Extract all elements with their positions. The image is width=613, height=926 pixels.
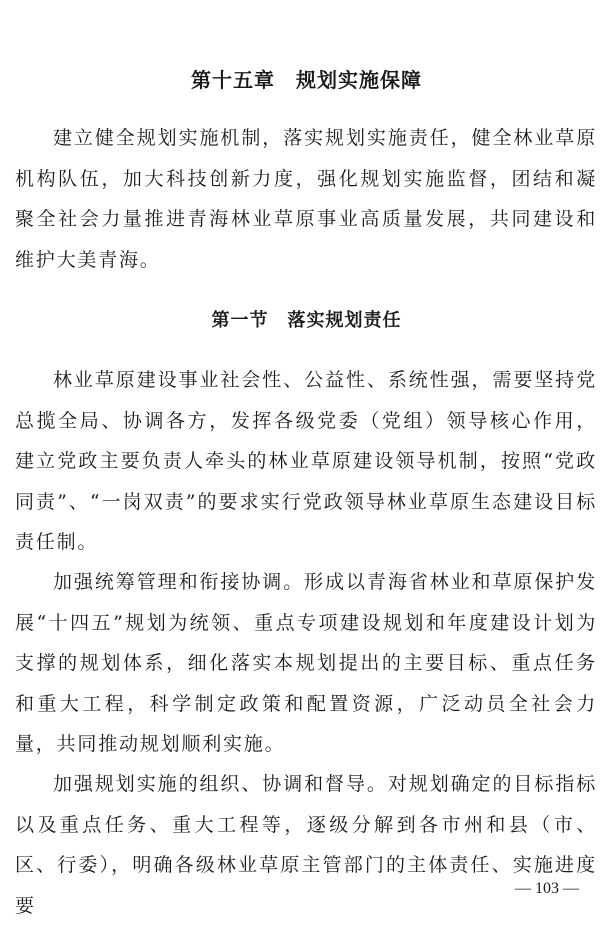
body-paragraph: 林业草原建设事业社会性、公益性、系统性强，需要坚持党总揽全局、协调各方，发挥各级党委（党组）领导核心作用，建立党政主要负责人牵头的林业草原建设领导机制，按照“党政同责”、“一岗双责”的要求实行党政领导林业草原生态建设目标责任制。 xyxy=(15,369,597,553)
body-paragraph: 加强统筹管理和衔接协调。形成以青海省林业和草原保护发展“十四五”规划为统领、重点专项建设规划和年度建设计划为支撑的规划体系，细化落实本规划提出的主要目标、重点任务和重大工程，科学制定政策和配置资源，广泛动员全社会力量，共同推动规划顺利实施。 xyxy=(15,571,597,755)
section-title: 第一节 落实规划责任 xyxy=(211,310,402,331)
body-paragraph: 加强规划实施的组织、协调和督导。对规划确定的目标指标以及重点任务、重大工程等，逐级分解到各市州和县（市、区、行委），明确各级林业草原主管部门的主体责任、实施进度要 xyxy=(15,773,597,917)
page-number: — 103 — xyxy=(515,880,579,897)
chapter-title: 第十五章 规划实施保障 xyxy=(191,68,422,92)
intro-paragraph: 建立健全规划实施机制，落实规划实施责任，健全林业草原机构队伍，加大科技创新力度，强化规划实施监督，团结和凝聚全社会力量推进青海林业草原事业高质量发展，共同建设和维护大美青海。 xyxy=(15,127,597,271)
